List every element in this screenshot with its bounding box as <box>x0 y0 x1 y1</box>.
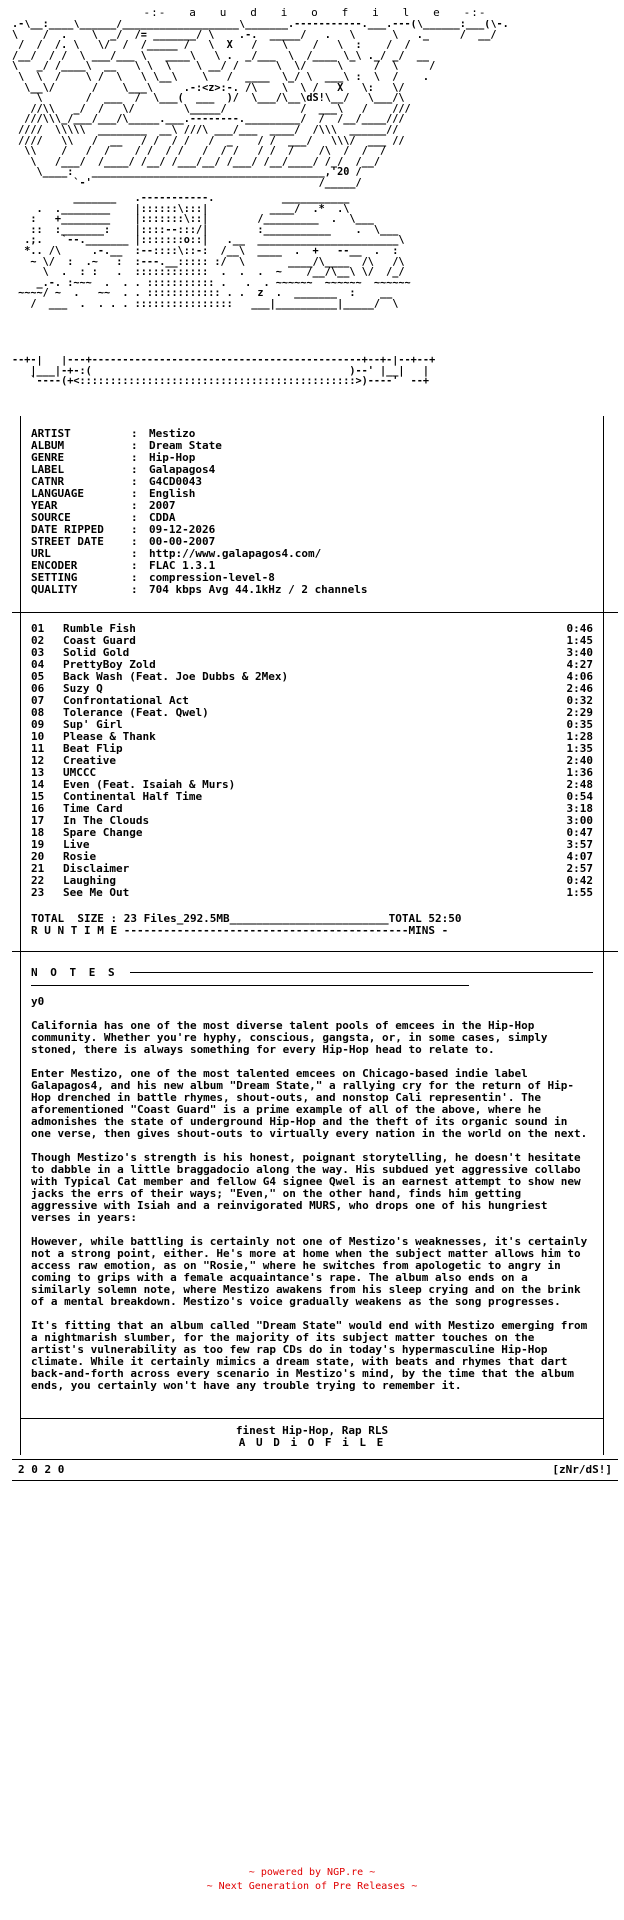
info-row <box>31 488 593 500</box>
track-title: Coast Guard <box>63 635 136 647</box>
tracklist <box>31 623 593 899</box>
info-colon: : <box>131 476 138 488</box>
info-key: ALBUM <box>31 440 65 452</box>
bridge-border-art: --+-| |---+--------------------------------------------+--+-|--+--+ |___|-+-:( )--' |__| | `----(+<:::::::::::::::::::::::::::::::::::::::::::::>)----' --+ <box>12 356 436 388</box>
track-row <box>31 827 593 839</box>
info-row <box>31 476 593 488</box>
notes-paragraph: Though Mestizo's strength is his honest, poignant storytelling, he doesn't hesitate to dabble in a little braggadocio along the way. His subdued yet aggressive collabo with Typical Cat member and fellow G4 signee Qwel is an earnest attempt to show new jacks the errs of their ways; "Even," on the other hand, finds him getting aggressive with Isiah and a reinvigorated MURS, who drops one of his hungriest verses in years: <box>31 1151 581 1224</box>
track-title: Confrontational Act <box>63 695 189 707</box>
info-key: SETTING <box>31 572 78 584</box>
info-value: Dream State <box>149 440 222 452</box>
track-row <box>31 671 593 683</box>
track-num: 21 <box>31 863 45 875</box>
info-row <box>31 464 593 476</box>
track-row <box>31 635 593 647</box>
track-row <box>31 803 593 815</box>
info-value: G4CD0043 <box>149 476 202 488</box>
track-num: 16 <box>31 803 45 815</box>
track-title: See Me Out <box>63 887 130 899</box>
track-num: 10 <box>31 731 45 743</box>
track-row <box>31 743 593 755</box>
track-title: Time Card <box>63 803 123 815</box>
footer-year: 2 0 2 0 <box>18 1464 65 1476</box>
track-time: 0:42 <box>566 875 593 887</box>
track-time: 2:40 <box>566 755 593 767</box>
track-title: Tolerance (Feat. Qwel) <box>63 707 209 719</box>
info-value[interactable]: http://www.galapagos4.com/ <box>149 548 322 560</box>
track-num: 01 <box>31 623 45 635</box>
track-row <box>31 695 593 707</box>
signoff-powered-by: ~ powered by NGP.re ~ <box>248 1867 376 1878</box>
track-time: 4:06 <box>566 671 593 683</box>
info-value: 704 kbps Avg 44.1kHz / 2 channels <box>149 584 368 596</box>
info-value: 2007 <box>149 500 176 512</box>
info-key: DATE RIPPED <box>31 524 104 536</box>
track-title: Disclaimer <box>63 863 130 875</box>
track-time: 0:47 <box>566 827 593 839</box>
track-time: 2:48 <box>566 779 593 791</box>
info-value: Hip-Hop <box>149 452 196 464</box>
track-row <box>31 863 593 875</box>
info-value: Galapagos4 <box>149 464 216 476</box>
info-row <box>31 428 593 440</box>
info-value: compression-level-8 <box>149 572 275 584</box>
track-num: 20 <box>31 851 45 863</box>
track-row <box>31 683 593 695</box>
track-time: 3:40 <box>566 647 593 659</box>
nfo-document <box>12 6 618 1485</box>
track-row <box>31 707 593 719</box>
track-title: PrettyBoy Zold <box>63 659 156 671</box>
info-colon: : <box>131 452 138 464</box>
info-row <box>31 536 593 548</box>
track-time: 1:55 <box>566 887 593 899</box>
track-row <box>31 755 593 767</box>
info-colon: : <box>131 464 138 476</box>
info-value: English <box>149 488 196 500</box>
track-time: 2:57 <box>566 863 593 875</box>
info-row <box>31 524 593 536</box>
tracklist-panel <box>20 613 604 951</box>
track-row <box>31 767 593 779</box>
track-row <box>31 887 593 899</box>
track-time: 1:45 <box>566 635 593 647</box>
footer-audiofile: A U D i O F i L E <box>238 1436 386 1449</box>
track-time: 1:35 <box>566 743 593 755</box>
info-colon: : <box>131 512 138 524</box>
info-row <box>31 584 593 596</box>
track-title: Back Wash (Feat. Joe Dubbs & 2Mex) <box>63 671 289 683</box>
notes-paragraph: It's fitting that an album called "Dream State" would end with Mestizo emerging from a nightmarish slumber, for the majority of its subject matter touches on the artist's vulnerability as too few rap CDs do in today's hypermasculine Hip-Hop climate. While it certainly mimics a dream state, with beats and rhymes that dart back-and-forth across every scenario in Mestizo's mind, by the time that the album ends, you certainly won't have any trouble trying to remember it. <box>31 1319 588 1392</box>
track-num: 03 <box>31 647 45 659</box>
notes-paragraph: Enter Mestizo, one of the most talented emcees on Chicago-based indie label Galapagos4, and his new album "Dream State," a rallying cry for the return of Hip-Hop drenched in battle rhymes, shout-outs, and nonstop Cali representin'. The aforementioned "Coast Guard" is a prime example of all of the above, where he admonishes the state of underground Hip-Hop and the theft of its organic sound in one verse, then gives shout-outs to virtually every nation in the world on the next. <box>31 1067 588 1140</box>
info-colon: : <box>131 500 138 512</box>
track-time: 3:57 <box>566 839 593 851</box>
release-info-panel <box>20 416 604 612</box>
release-info-list <box>31 428 593 596</box>
track-num: 02 <box>31 635 45 647</box>
track-time: 4:27 <box>566 659 593 671</box>
track-title: UMCCC <box>63 767 97 779</box>
info-row <box>31 440 593 452</box>
info-key: QUALITY <box>31 584 78 596</box>
info-key: LANGUAGE <box>31 488 84 500</box>
track-row <box>31 779 593 791</box>
track-time: 0:35 <box>566 719 593 731</box>
footer-group-tag: [zNr/dS!] <box>552 1464 612 1476</box>
notes-body <box>31 1020 593 1392</box>
info-key: ENCODER <box>31 560 78 572</box>
track-title: Suzy Q <box>63 683 103 695</box>
runtime-line: R U N T I M E -------------------------------------------MINS - <box>31 925 449 937</box>
track-num: 08 <box>31 707 45 719</box>
track-time: 1:36 <box>566 767 593 779</box>
track-num: 22 <box>31 875 45 887</box>
track-row <box>31 815 593 827</box>
track-title: Solid Gold <box>63 647 130 659</box>
total-size-line: TOTAL SIZE : 23 Files_292.5MB________________________TOTAL 52:50 <box>31 913 462 925</box>
track-time: 2:29 <box>566 707 593 719</box>
audiofile-logo-art: .-\__:____\______/___________________\_______.-----------.___.---(\______:___(\-. \ / . \ _/ /= _______/ \ .-. _____/ . \ \ ._ / __/ / / /. \ \/ / /_____ / \ X / \ / \ : / / /__/ / / \ ___/___ \ ____\ \ . _/___ \ /____ \_\ ._/ _/ __ \ _/ /____\ __ \ \ \ \ __/ / \ \/ \ / \ / \ \ / \ / \ \ \__\ \ / ____ \_/ \ ___\ : \ / . \__\/ / \___\ .-:<z>:-. /\ \ \ / X \: \/ \ / ___ / \___( ___ )/ \___/\__\dS!\__/ \___/\ //\\ _/ / \/ \_____/ / ___\ / /// ///\\\_/___/___/\_____.___.--------._________/ / /__/____/// //// \\\\\ ________ __\ ///\ ___/___ ____/ /\\\ ______// //// \\ / __ / / / / / _ / / ___/ \\\/ ___ // \\ / / / / / / / / / / / / / /\ / / / \ /___/ /____/ /__/ /___/__/ /___/ /__/____/ /_/ /__/ \____: ______________________________________,'20 / `-' /_____/ <box>12 20 509 189</box>
info-key: SOURCE <box>31 512 71 524</box>
info-value: 00-00-2007 <box>149 536 216 548</box>
track-title: Please & Thank <box>63 731 156 743</box>
track-title: Even (Feat. Isaiah & Murs) <box>63 779 236 791</box>
info-key: YEAR <box>31 500 58 512</box>
track-num: 15 <box>31 791 45 803</box>
footer-tagline: finest Hip-Hop, Rap RLS <box>235 1424 389 1437</box>
info-colon: : <box>131 440 138 452</box>
track-row <box>31 875 593 887</box>
footer-bar <box>12 1459 618 1481</box>
track-row <box>31 659 593 671</box>
track-time: 3:18 <box>566 803 593 815</box>
info-colon: : <box>131 428 138 440</box>
track-title: In The Clouds <box>63 815 150 827</box>
info-key: GENRE <box>31 452 65 464</box>
track-title: Laughing <box>63 875 116 887</box>
info-value: Mestizo <box>149 428 196 440</box>
track-num: 07 <box>31 695 45 707</box>
info-row <box>31 572 593 584</box>
audiofile-header-title: -:- a u d i o f i l e -:- <box>143 6 487 19</box>
track-title: Rosie <box>63 851 97 863</box>
signoff-next-generation: ~ Next Generation of Pre Releases ~ <box>206 1881 418 1892</box>
track-num: 09 <box>31 719 45 731</box>
city-skyline-art: _______ .-----------. ___________ . .________ |::::::\:::| ____/ .* .\ : +________ |:::::::\::| /_________ . \___ :: :_______: |::::--:::/| :___________ . \___ .;. `--._______ |:::::::o::| .__ _______________________\ *.. /\ .-.__ :--::::\::-: /__\ ____ . + --__ . : ~ \/ : .~ : :---.__::::: :/ \ ____/\____ /\ /\ \ . : : . :::::::::::: . . . ~ /__/\__\ \/ /_/ _.-. :~~~ . . . ::::::::::: . . . ~~~~~~ ~~~~~~ ~~~~~~ ~~~~/ ~ . ~~ . . :::::::::::: . . z . _______ : __ / ___ . . . . :::::::::::::::: ___|__________|_____/ \ <box>18 194 411 310</box>
track-row <box>31 851 593 863</box>
notes-greeting: y0 <box>31 995 45 1008</box>
track-num: 14 <box>31 779 45 791</box>
track-title: Live <box>63 839 90 851</box>
info-value: 09-12-2026 <box>149 524 216 536</box>
track-time: 4:07 <box>566 851 593 863</box>
info-key: URL <box>31 548 51 560</box>
track-row <box>31 647 593 659</box>
track-time: 0:46 <box>566 623 593 635</box>
track-title: Sup' Girl <box>63 719 123 731</box>
track-num: 12 <box>31 755 45 767</box>
track-row <box>31 719 593 731</box>
track-title: Beat Flip <box>63 743 123 755</box>
info-key: CATNR <box>31 476 65 488</box>
track-num: 23 <box>31 887 45 899</box>
notes-subrule <box>31 985 469 986</box>
track-row <box>31 731 593 743</box>
info-row <box>31 500 593 512</box>
info-colon: : <box>131 572 138 584</box>
notes-paragraph: However, while battling is certainly not one of Mestizo's weaknesses, it's certainly not a strong point, either. He's more at home when the subject matter allows him to access raw emotion, as on "Rosie," where he switches from apologetic to angry in coming to grips with a female acquaintance's rape. The album also ends on a similarly solemn note, where Mestizo awakens from his sleep crying and on the brink of a mental breakdown. Mestizo's voice gradually weakens as the song progresses. <box>31 1235 588 1308</box>
track-row <box>31 839 593 851</box>
info-colon: : <box>131 524 138 536</box>
track-num: 19 <box>31 839 45 851</box>
info-colon: : <box>131 584 138 596</box>
track-num: 11 <box>31 743 45 755</box>
info-key: STREET DATE <box>31 536 104 548</box>
info-key: LABEL <box>31 464 65 476</box>
track-num: 18 <box>31 827 45 839</box>
track-row <box>31 623 593 635</box>
track-title: Rumble Fish <box>63 623 136 635</box>
info-colon: : <box>131 560 138 572</box>
notes-paragraph: California has one of the most diverse talent pools of emcees in the Hip-Hop community. Whether you're hyphy, conscious, gangsta, or, in some cases, simply stoned, there is always something for every Hip-Hop head to relate to. <box>31 1019 548 1056</box>
info-colon: : <box>131 488 138 500</box>
notes-panel <box>20 952 604 1418</box>
info-row <box>31 512 593 524</box>
track-num: 05 <box>31 671 45 683</box>
info-key: ARTIST <box>31 428 71 440</box>
info-value: FLAC 1.3.1 <box>149 560 216 572</box>
track-title: Continental Half Time <box>63 791 203 803</box>
info-row <box>31 452 593 464</box>
track-time: 0:32 <box>566 695 593 707</box>
footer-panel <box>20 1418 604 1455</box>
track-time: 3:00 <box>566 815 593 827</box>
track-row <box>31 791 593 803</box>
track-num: 13 <box>31 767 45 779</box>
track-num: 06 <box>31 683 45 695</box>
info-value: CDDA <box>149 512 176 524</box>
info-row <box>31 548 593 560</box>
track-time: 0:54 <box>566 791 593 803</box>
info-row <box>31 560 593 572</box>
track-time: 2:46 <box>566 683 593 695</box>
track-title: Creative <box>63 755 116 767</box>
track-time: 1:28 <box>566 731 593 743</box>
track-num: 04 <box>31 659 45 671</box>
track-title: Spare Change <box>63 827 143 839</box>
notes-heading: N O T E S <box>31 966 118 979</box>
notes-heading-rule <box>130 972 593 973</box>
track-num: 17 <box>31 815 45 827</box>
info-colon: : <box>131 548 138 560</box>
info-colon: : <box>131 536 138 548</box>
